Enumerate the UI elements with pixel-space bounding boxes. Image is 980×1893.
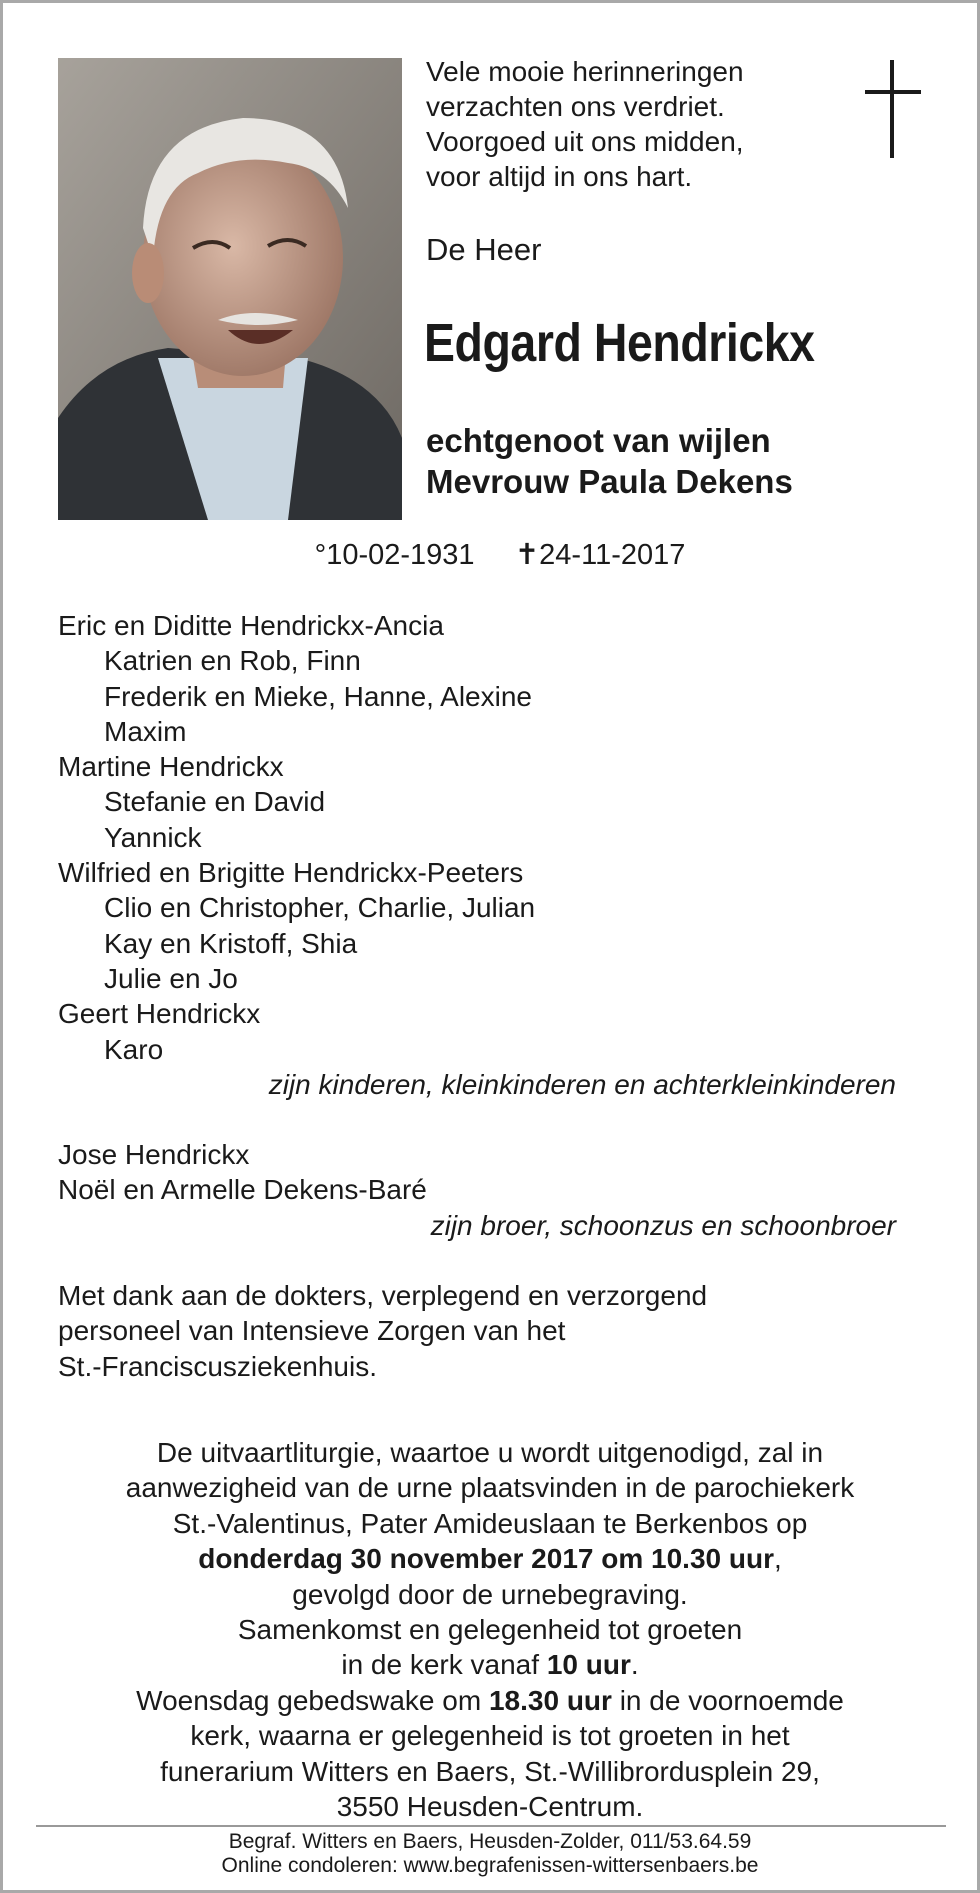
family-line: Geert Hendrickx [58, 998, 261, 1030]
memorial-poem: Vele mooie herinneringen verzachten ons verdriet. Voorgoed uit ons midden, voor altijd in ons hart. [426, 56, 744, 192]
family-line: Frederik en Mieke, Hanne, Alexine [104, 680, 532, 712]
honorific: De Heer [426, 232, 542, 267]
gathering-time: 10 uur [546, 1649, 631, 1681]
family-list [58, 608, 920, 1384]
thanks-line: personeel van Intensieve Zorgen van het [58, 1315, 566, 1347]
role-siblings: zijn broer, schoonzus en schoonbroer [430, 1209, 896, 1241]
service-line: in de kerk vanaf 10 uur. [341, 1649, 639, 1681]
life-dates [0, 537, 980, 572]
portrait-photo [58, 58, 402, 520]
sibling-line: Jose Hendrickx [58, 1139, 250, 1171]
family-line: Eric en Diditte Hendrickx-Ancia [58, 610, 444, 641]
family-line: Yannick [104, 821, 202, 853]
cross-icon [863, 60, 923, 160]
family-line: Katrien en Rob, Finn [104, 645, 361, 677]
service-line: funerarium Witters en Baers, St.-Willibrordusplein 29, [160, 1755, 820, 1787]
spouse-line: echtgenoot van wijlen Mevrouw Paula Dekens [426, 422, 793, 500]
vigil-time: 18.30 uur [488, 1684, 612, 1716]
thanks-line: Met dank aan de dokters, verplegend en verzorgend [58, 1280, 708, 1312]
service-line: De uitvaartliturgie, waartoe u wordt uitgenodigd, zal in [156, 1437, 824, 1468]
footer [0, 1830, 980, 1878]
service-date-line: donderdag 30 november 2017 om 10.30 uur, [198, 1543, 782, 1575]
family-line: Maxim [104, 715, 187, 747]
family-line: Kay en Kristoff, Shia [104, 927, 358, 959]
service-line: Woensdag gebedswake om 18.30 uur in de voornoemde [136, 1684, 844, 1716]
service-line: aanwezigheid van de urne plaatsvinden in de parochiekerk [125, 1472, 855, 1504]
service-line: St.-Valentinus, Pater Amideuslaan te Berkenbos op [172, 1507, 808, 1539]
service-line: gevolgd door de urnebegraving. [292, 1578, 688, 1610]
service-details [0, 1435, 980, 1824]
deceased-name: Edgard Hendrickx [424, 313, 815, 373]
service-line: 3550 Heusden-Centrum. [336, 1791, 644, 1823]
death-date: ✝24-11-2017 [514, 539, 686, 571]
family-line: Clio en Christopher, Charlie, Julian [104, 892, 536, 924]
service-line: Samenkomst en gelegenheid tot groeten [237, 1614, 743, 1646]
role-children: zijn kinderen, kleinkinderen en achterkleinkinderen [268, 1068, 896, 1100]
family-line: Stefanie en David [104, 786, 326, 818]
service-line: kerk, waarna er gelegenheid is tot groeten in het [190, 1720, 790, 1752]
family-line: Karo [104, 1033, 164, 1065]
service-date: donderdag 30 november 2017 om 10.30 uur [198, 1543, 774, 1575]
sibling-line: Noël en Armelle Dekens-Baré [58, 1174, 427, 1206]
condolence-link[interactable]: Online condoleren: www.begrafenissen-wittersenbaers.be [221, 1854, 759, 1877]
thanks-line: St.-Franciscusziekenhuis. [58, 1350, 378, 1382]
footer-divider [36, 1825, 946, 1827]
family-line: Julie en Jo [104, 962, 238, 994]
family-line: Martine Hendrickx [58, 751, 284, 783]
birth-date: °10-02-1931 [314, 539, 475, 571]
family-line: Wilfried en Brigitte Hendrickx-Peeters [58, 857, 524, 889]
funeral-home-contact: Begraf. Witters en Baers, Heusden-Zolder, 011/53.64.59 [228, 1830, 752, 1853]
